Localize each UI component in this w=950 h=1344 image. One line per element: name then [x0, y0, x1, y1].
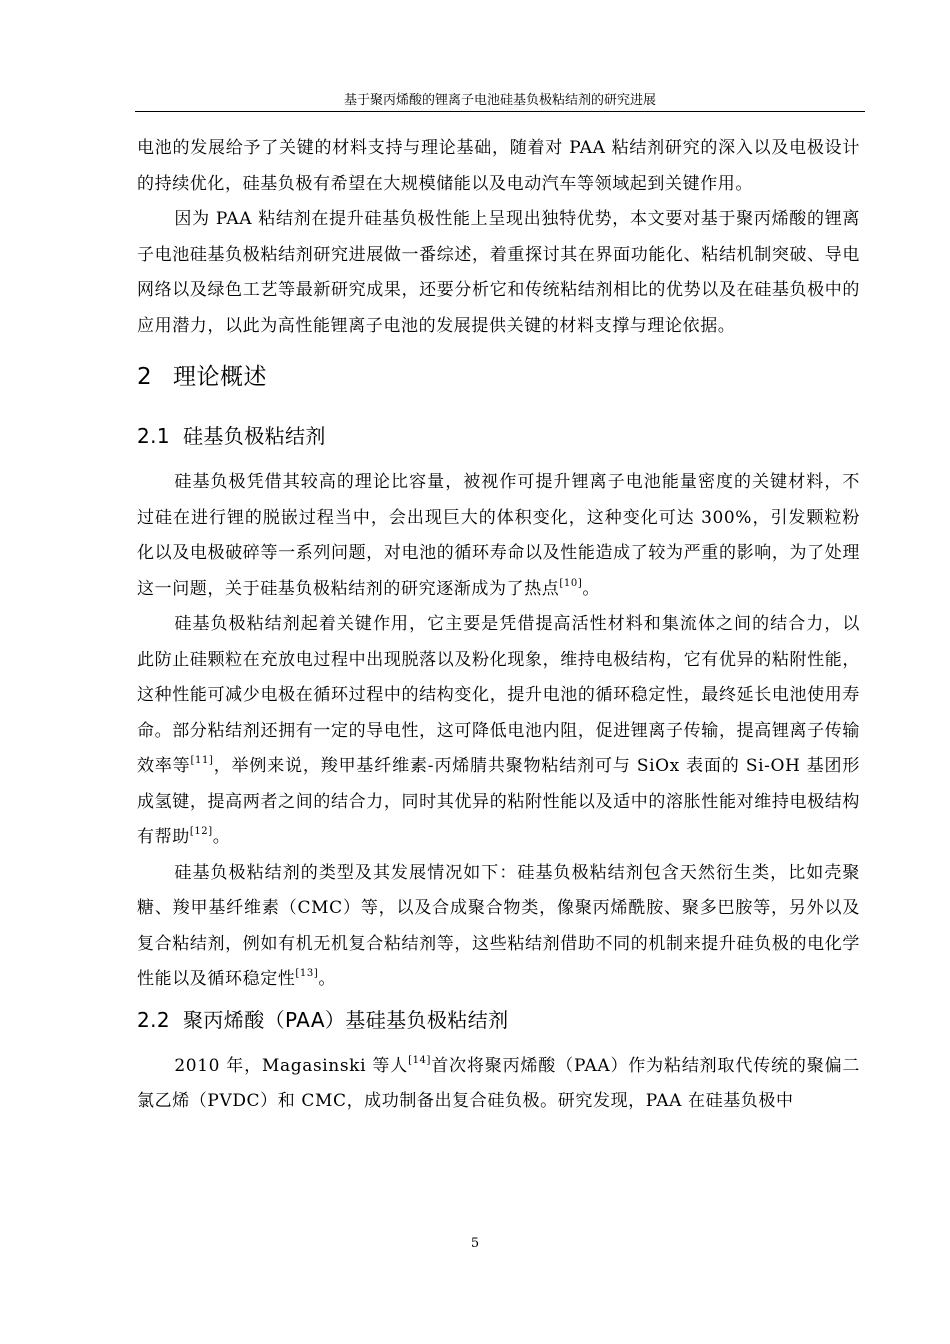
citation-ref: [14]: [408, 1054, 431, 1066]
citation-ref: [10]: [559, 577, 583, 589]
section-title: 硅基负极粘结剂: [183, 424, 326, 448]
section-heading-2: [137, 354, 860, 401]
paragraph-end: 。: [212, 827, 231, 847]
running-header: 基于聚丙烯酸的锂离子电池硅基负极粘结剂的研究进展: [343, 93, 656, 108]
section-number: 2: [137, 364, 153, 390]
section-title: 理论概述: [173, 364, 267, 390]
section-title: 聚丙烯酸（PAA）基硅基负极粘结剂: [183, 1007, 509, 1032]
paragraph-paa-history: [137, 1049, 860, 1120]
citation-ref: [13]: [295, 968, 319, 979]
page-number: 5: [470, 1236, 480, 1251]
paragraph-text: ，举例来说，羧甲基纤维素-丙烯腈共聚物粘结剂可与 SiOx 表面的 Si-OH 基团形成氢键，提高两者之间的结合力，同时其优异的粘附性能以及适中的溶胀性能对维持电极结构有帮助: [137, 756, 860, 847]
paragraph-text: 2010 年，Magasinski 等人: [174, 1055, 409, 1076]
citation-ref: [12]: [189, 826, 213, 837]
section-heading-2-1: [137, 417, 860, 455]
citation-ref: [11]: [190, 755, 214, 766]
paragraph-end: 。: [318, 969, 336, 989]
paragraph-text: 硅基负极粘结剂起着关键作用，它主要是凭借提高活性材料和集流体之间的结合力，以此防止硅颗粒在充放电过程中出现脱落以及粉化现象，维持电极结构，它有优异的粘附性能，这种性能可减少电极在循环过程中的结构变化，提升电池的循环稳定性，最终延长电池使用寿命。部分粘结剂还拥有一定的导电性，这可降低电池内阻，促进锂离子传输，提高锂离子传输效率等: [137, 614, 860, 776]
header-rule: [135, 111, 865, 112]
section-number: 2.2: [137, 1007, 171, 1032]
paragraph-review-purpose: 因为 PAA 粘结剂在提升硅基负极性能上呈现出独特优势，本文要对基于聚丙烯酸的锂离子电池硅基负极粘结剂研究进展做一番综述，着重探讨其在界面功能化、粘结机制突破、导电网络以及绿色工艺等最新研究成果，还要分析它和传统粘结剂相比的优势以及在硅基负极中的应用潜力，以此为高性能锂离子电池的发展提供关键的材料支撑与理论依据。: [137, 209, 860, 336]
paragraph-continued: 电池的发展给予了关键的材料支持与理论基础，随着对 PAA 粘结剂研究的深入以及电极设计的持续优化，硅基负极有希望在大规模储能以及电动汽车等领域起到关键作用。: [137, 138, 860, 194]
paragraph-text: 首次将聚丙烯酸（PAA）作为粘结剂取代传统的聚偏二氯乙烯（PVDC）和 CMC，成功制备出复合硅负极。研究发现，PAA 在硅基负极中: [137, 1055, 861, 1111]
paragraph-text: 硅基负极凭借其较高的理论比容量，被视作可提升锂离子电池能量密度的关键材料，不过硅在进行锂的脱嵌过程当中，会出现巨大的体积变化，这种变化可达 300%，引发颗粒粉化以及电极破碎等一系列问题，对电池的循环寿命以及性能造成了较为严重的影响，为了处理这一问题，关于硅基负极粘结剂的研究逐渐成为了热点: [137, 472, 860, 599]
paragraph-end: 。: [582, 578, 600, 599]
paragraph-binder-types: [137, 856, 860, 998]
paragraph-silicon-anode: [137, 465, 860, 607]
page-content: [137, 131, 860, 1120]
paragraph-binder-role: [137, 607, 860, 856]
section-number: 2.1: [137, 424, 171, 448]
paragraph-text: 硅基负极粘结剂的类型及其发展情况如下：硅基负极粘结剂包含天然衍生类，比如壳聚糖、羧甲基纤维素（CMC）等，以及合成聚合物类，像聚丙烯酰胺、聚多巴胺等，另外以及复合粘结剂，例如有机无机复合粘结剂等，这些粘结剂借助不同的机制来提升硅负极的电化学性能以及循环稳定性: [137, 862, 860, 989]
section-heading-2-2: [137, 1001, 860, 1039]
